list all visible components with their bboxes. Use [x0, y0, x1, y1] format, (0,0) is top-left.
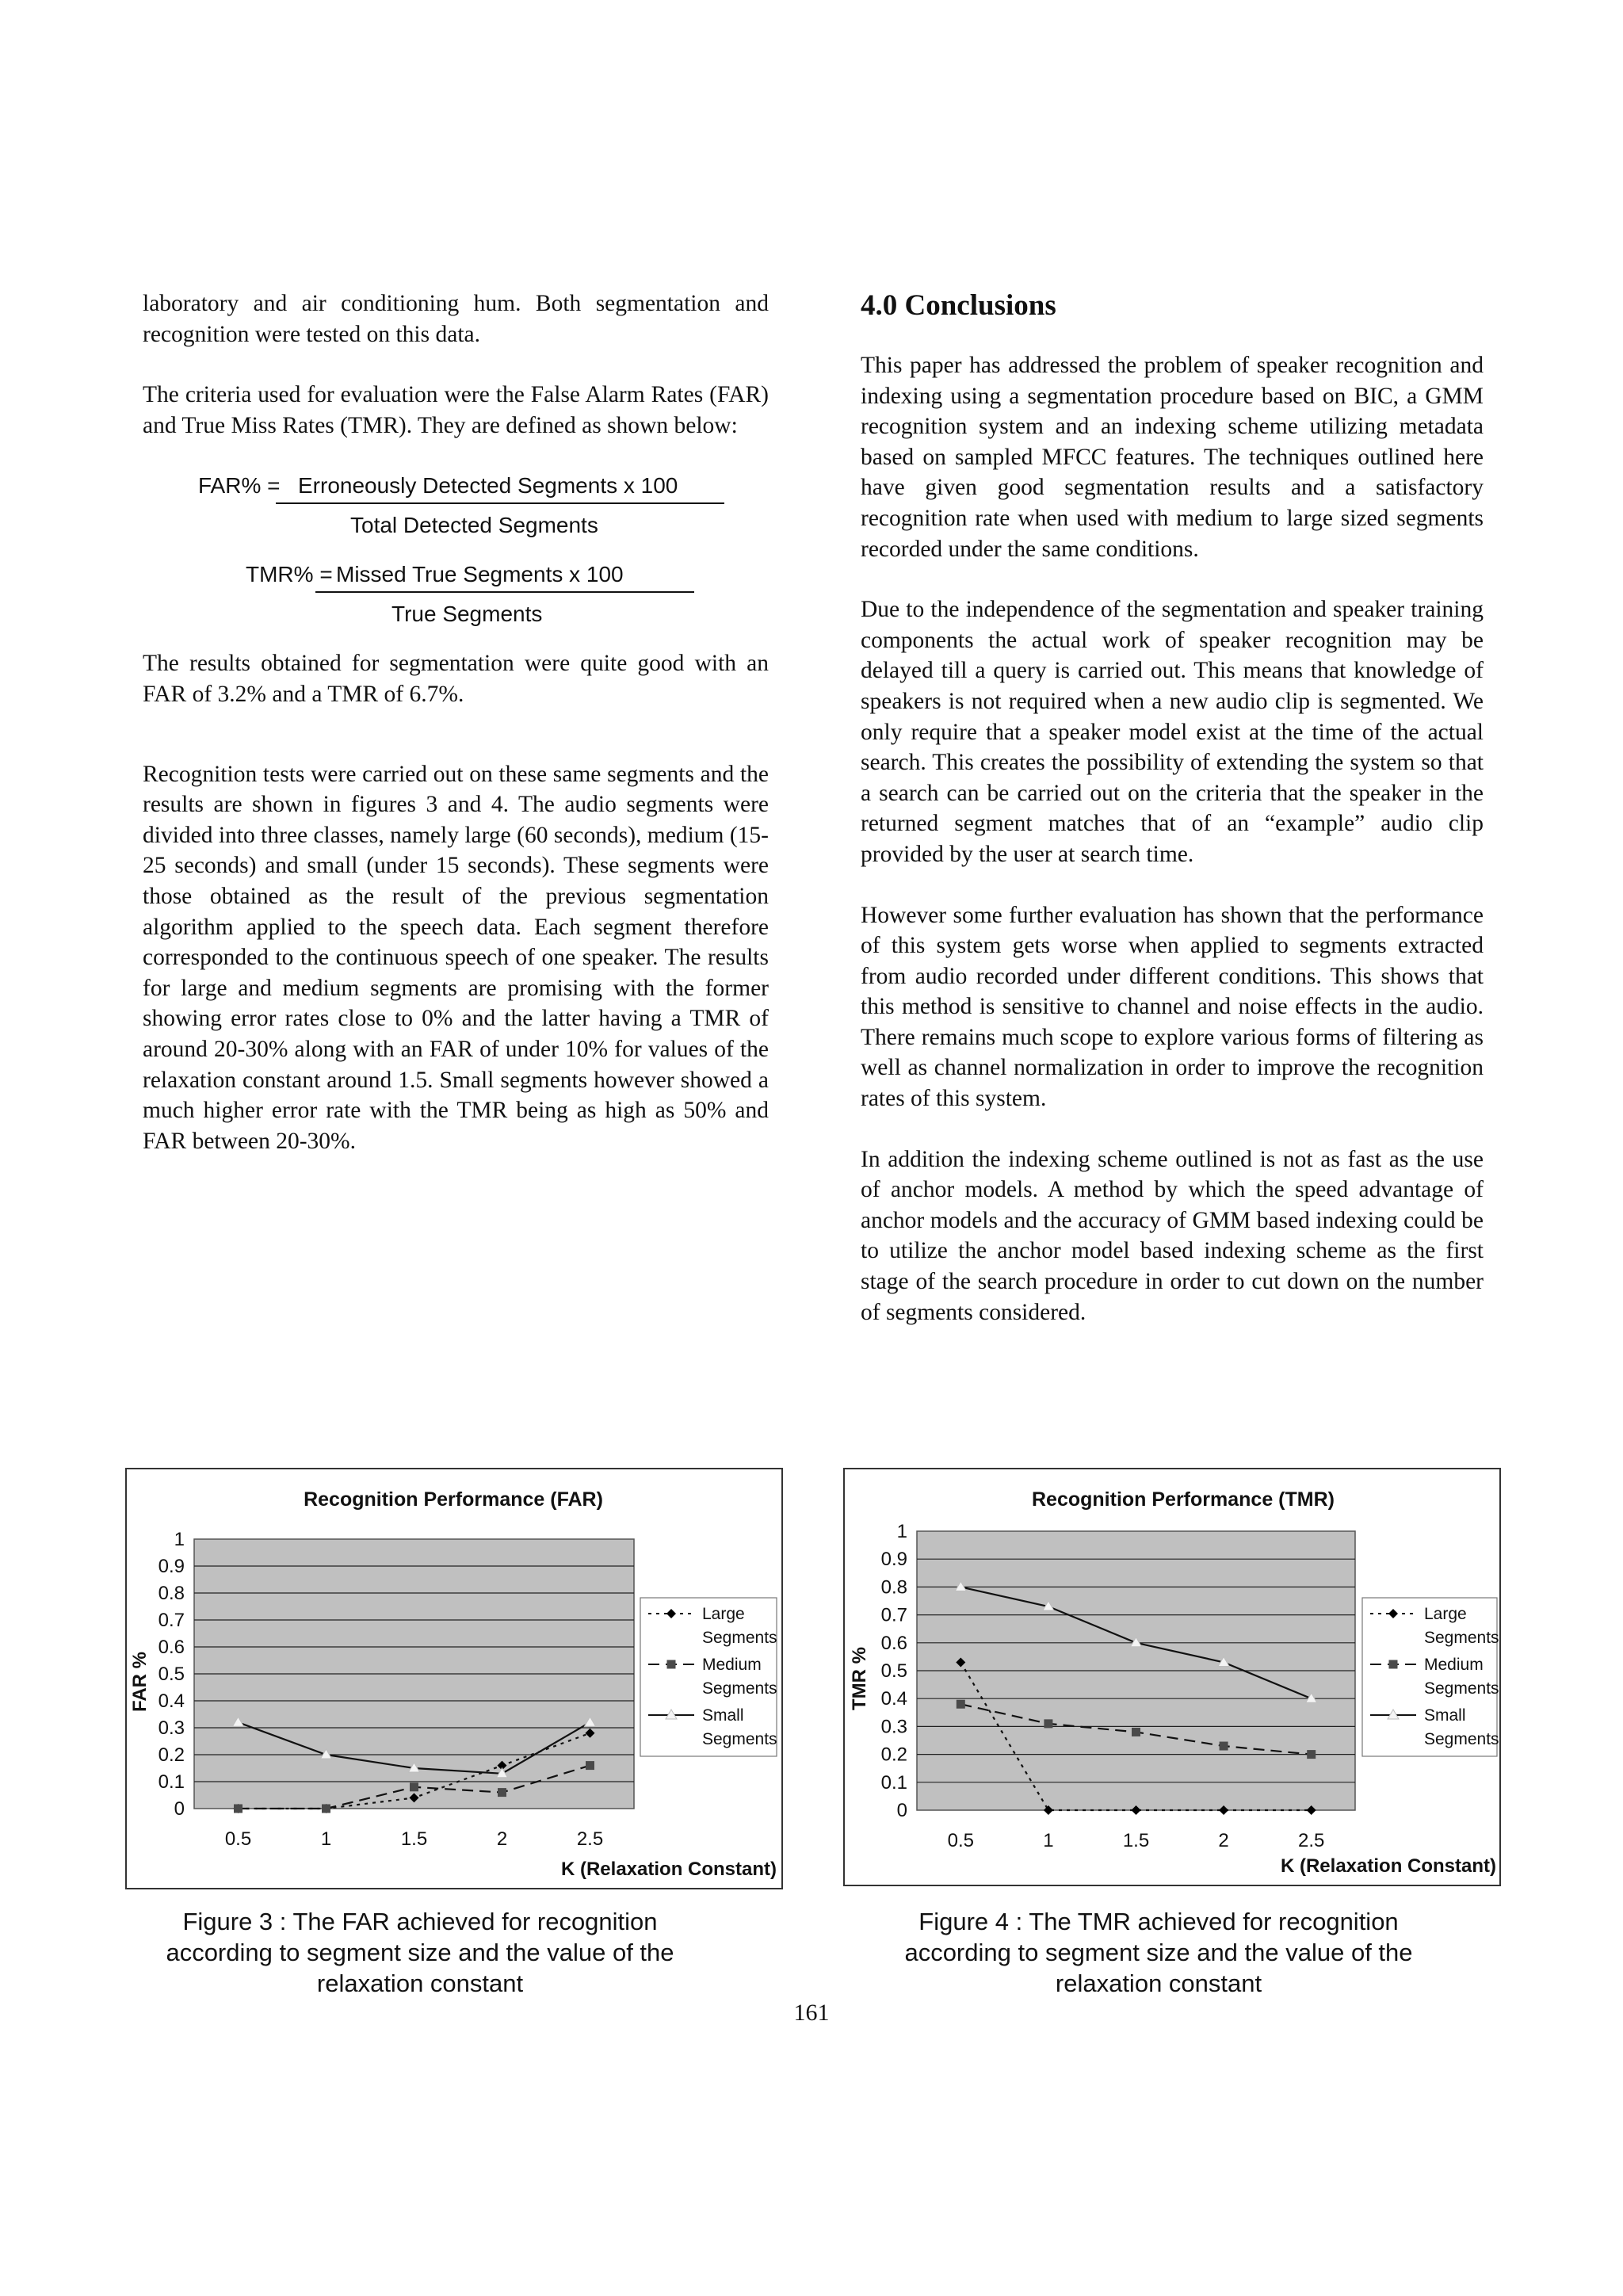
tmr-legend-label: Segments — [1424, 1629, 1499, 1647]
tmr-legend-label: Small — [1424, 1706, 1466, 1725]
tmr-x-tick-label: 0.5 — [947, 1830, 974, 1851]
tmr-title: Recognition Performance (TMR) — [1032, 1488, 1335, 1511]
tmr-y-tick-label: 0.1 — [880, 1771, 907, 1794]
figure-3-caption — [119, 1906, 721, 1999]
tmr-x-tick-label: 2 — [1218, 1830, 1229, 1851]
far-formula-denominator: Total Detected Segments — [350, 513, 598, 538]
tmr-formula-numerator: Missed True Segments x 100 — [336, 562, 624, 587]
tmr-y-tick-label: 0.7 — [880, 1604, 907, 1626]
tmr-legend-label: Segments — [1424, 1730, 1499, 1748]
tmr-x-tick-label: 1 — [1043, 1830, 1054, 1851]
far-legend-label: Segments — [702, 1679, 777, 1698]
tmr-legend-marker-medium-segments — [1389, 1660, 1398, 1669]
far-formula — [143, 471, 769, 553]
tmr-legend-label: Large — [1424, 1605, 1467, 1623]
tmr-y-tick-label: 0.9 — [880, 1549, 907, 1571]
far-y-tick-label: 0.2 — [158, 1744, 185, 1766]
far-x-tick-label: 2.5 — [576, 1828, 604, 1850]
tmr-y-tick-label: 0.8 — [880, 1576, 907, 1599]
figure-3-caption-line-2: according to segment size and the value of the — [166, 1939, 674, 1966]
left-paragraph-3: The results obtained for segmentation were quite good with an FAR of 3.2% and a TMR of 6.7%. — [143, 651, 769, 707]
figure-3-caption-line-3: relaxation constant — [316, 1969, 524, 1997]
far-y-tick-label: 0.9 — [158, 1556, 185, 1577]
left-paragraph-1: laboratory and air conditioning hum. Both segmentation and recognition were tested on this data. — [143, 291, 769, 347]
far-x-tick-label: 1.5 — [400, 1828, 428, 1850]
tmr-y-axis-label: TMR % — [849, 1647, 870, 1710]
right-paragraph-2: Due to the independence of the segmentation and speaker training components the actual work of speaker recognition may be delayed till a query is carried out. This means that knowledge of speakers is not required when a new audio clip is segmented. We only require that a speaker model exist at the time of the actual search. This creates the possibility of extending the system so that a search can be carried out on the criteria that the speaker in the returned segment matches that of an “example” audio clip provided by the user at search time. — [861, 597, 1484, 867]
tmr-x-tick-label: 2.5 — [1298, 1830, 1325, 1851]
tmr-y-tick-label: 1 — [896, 1521, 907, 1542]
tmr-legend — [1362, 1598, 1499, 1756]
far-y-ticks — [158, 1529, 185, 1820]
tmr-y-tick-label: 0.4 — [880, 1688, 907, 1710]
far-y-tick-label: 1 — [174, 1529, 185, 1550]
tmr-legend-label: Segments — [1424, 1679, 1499, 1698]
tmr-chart-frame — [843, 1468, 1501, 1886]
tmr-y-tick-label: 0.6 — [880, 1632, 907, 1654]
figure-4-caption-line-1: Figure 4 : The TMR achieved for recognition — [918, 1908, 1399, 1935]
far-chart-frame — [125, 1468, 783, 1889]
far-y-tick-label: 0.6 — [158, 1637, 185, 1658]
tmr-formula — [143, 560, 769, 648]
tmr-fraction-bar — [315, 591, 694, 593]
far-legend-marker-medium-segments — [667, 1660, 676, 1669]
tmr-x-axis-label: K (Relaxation Constant) — [1280, 1855, 1496, 1877]
far-y-tick-label: 0.8 — [158, 1583, 185, 1604]
far-legend — [640, 1598, 777, 1756]
tmr-point-medium-segments — [1132, 1728, 1140, 1736]
far-point-medium-segments — [410, 1782, 418, 1791]
far-legend-label: Large — [702, 1605, 745, 1623]
conclusions-heading: 4.0 Conclusions — [861, 289, 1056, 322]
left-paragraph-4: Recognition tests were carried out on these same segments and the results are shown in figures 3 and 4. The audio segments were divided into three classes, namely large (60 seconds), medium (15-25 seconds) and small (under 15 seconds). These segments were those obtained as the result of the previous segmentation algorithm applied to the speech data. Each segment therefore corresponded to the continuous speech of one speaker. The results for large and medium segments are promising with the former showing error rates close to 0% and the latter having a TMR of around 20-30% along with an FAR of under 10% for values of the relaxation constant around 1.5. Small segments however showed a much higher error rate with the TMR being as high as 50% and FAR between 20-30%. — [143, 761, 769, 1154]
tmr-formula-label: TMR% = — [246, 562, 333, 587]
right-paragraph-4: In addition the indexing scheme outlined is not as fast as the use of anchor models. A method by which the speed advantage of anchor models and the accuracy of GMM based indexing could be to utilize the anchor model based indexing scheme as the first stage of the search procedure in order to cut down on the number of segments considered. — [861, 1146, 1484, 1325]
far-x-tick-label: 0.5 — [224, 1828, 252, 1850]
far-y-tick-label: 0.4 — [158, 1690, 185, 1712]
far-point-medium-segments — [322, 1805, 330, 1813]
tmr-x-ticks — [948, 1830, 1325, 1851]
far-x-tick-label: 1 — [320, 1828, 332, 1850]
tmr-chart — [845, 1469, 1499, 1885]
far-y-tick-label: 0 — [174, 1798, 185, 1820]
far-title: Recognition Performance (FAR) — [304, 1488, 603, 1511]
far-x-ticks — [225, 1828, 603, 1850]
far-y-tick-label: 0.7 — [158, 1610, 185, 1631]
far-legend-label: Small — [702, 1706, 744, 1725]
far-y-tick-label: 0.5 — [158, 1664, 185, 1685]
far-x-axis-label: K (Relaxation Constant) — [560, 1859, 777, 1880]
tmr-point-medium-segments — [1307, 1750, 1316, 1759]
figure-3-caption-line-1: Figure 3 : The FAR achieved for recognition — [182, 1908, 658, 1935]
far-point-medium-segments — [234, 1805, 242, 1813]
far-legend-label: Segments — [702, 1730, 777, 1748]
tmr-point-medium-segments — [1044, 1719, 1052, 1728]
tmr-y-tick-label: 0.5 — [880, 1660, 907, 1682]
tmr-point-medium-segments — [957, 1700, 965, 1709]
tmr-formula-denominator: True Segments — [391, 602, 543, 627]
tmr-x-tick-label: 1.5 — [1122, 1830, 1150, 1851]
figure-4-caption-line-2: according to segment size and the value of the — [904, 1939, 1413, 1966]
tmr-y-tick-label: 0 — [896, 1800, 907, 1821]
tmr-y-tick-label: 0.3 — [880, 1716, 907, 1738]
right-column — [861, 288, 1484, 1358]
right-paragraph-3: However some further evaluation has shown that the performance of this system gets worse when applied to segments extracted from audio recorded under different conditions. This shows that this method is sensitive to channel and noise effects in the audio. There remains much scope to explore various forms of filtering as well as channel normalization in order to improve the recognition rates of this system. — [861, 902, 1484, 1112]
far-formula-label: FAR% = — [198, 473, 281, 499]
far-formula-numerator: Erroneously Detected Segments x 100 — [298, 473, 678, 499]
far-y-tick-label: 0.3 — [158, 1717, 185, 1739]
tmr-point-medium-segments — [1220, 1742, 1228, 1751]
far-chart — [127, 1469, 781, 1888]
far-y-tick-label: 0.1 — [158, 1771, 185, 1793]
far-fraction-bar — [276, 502, 724, 504]
far-legend-label: Segments — [702, 1629, 777, 1647]
tmr-legend-label: Medium — [1424, 1656, 1484, 1674]
right-paragraph-1: This paper has addressed the problem of speaker recognition and indexing using a segmentation procedure based on BIC, a GMM recognition system and an indexing scheme utilizing metadata based on sampled MFCC features. The techniques outlined here have given good segmentation results and a satisfactory recognition rate when used with medium to large sized segments recorded under the same conditions. — [861, 353, 1484, 562]
far-y-axis-label: FAR % — [129, 1651, 151, 1713]
tmr-y-ticks — [881, 1521, 907, 1821]
page-number: 161 — [793, 2000, 830, 2026]
figure-4-caption-line-3: relaxation constant — [1055, 1969, 1262, 1997]
left-paragraph-2: The criteria used for evaluation were the False Alarm Rates (FAR) and True Miss Rates (TMR). They are defined as shown below: — [143, 382, 769, 438]
far-point-medium-segments — [498, 1788, 506, 1797]
figure-4-caption — [857, 1906, 1460, 1999]
left-column — [143, 288, 769, 1186]
far-point-medium-segments — [586, 1761, 594, 1770]
tmr-y-tick-label: 0.2 — [880, 1744, 907, 1766]
far-legend-label: Medium — [702, 1656, 762, 1674]
far-x-tick-label: 2 — [496, 1828, 508, 1850]
